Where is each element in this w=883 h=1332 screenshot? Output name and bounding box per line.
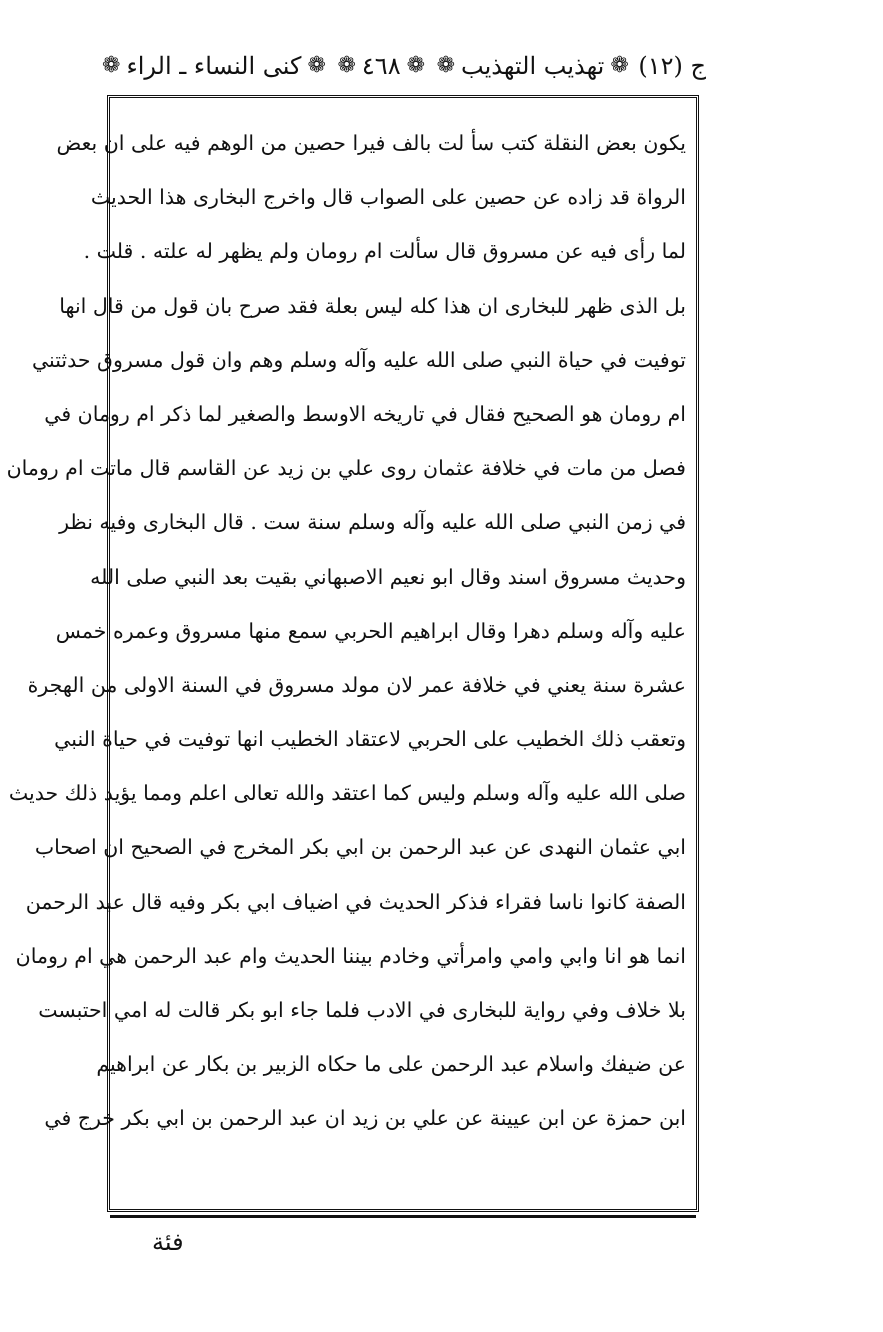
text-line: بل الذى ظهر للبخارى ان هذا كله ليس بعلة فقد صرح بان قول من قال انها xyxy=(59,293,686,318)
text-line: الرواة قد زاده عن حصين على الصواب قال واخرج البخارى هذا الحديث xyxy=(90,185,686,210)
text-line: بلا خلاف وفي رواية للبخارى في الادب فلما جاء ابو بكر قالت له امي احتبست xyxy=(38,998,686,1022)
section-cluster xyxy=(100,54,328,78)
text-line: عليه وآله وسلم دهرا وقال ابراهيم الحربي سمع منها مسروق وعمره خمس xyxy=(55,618,686,643)
book-title: تهذيب التهذيب xyxy=(461,52,605,80)
text-line: وتعقب ذلك الخطيب على الحربي لاعتقاد الخطيب انها توفيت في حياة النبي xyxy=(54,727,686,752)
catchword: فئة xyxy=(152,1228,184,1256)
body-text xyxy=(6,116,686,1199)
text-line: يكون بعض النقلة كتب سأ لت بالف فيرا حصين من الوهم فيه على ان بعض xyxy=(56,131,686,155)
text-line: عشرة سنة يعني في خلافة عمر لان مولد مسروق في السنة الاولى من الهجرة xyxy=(27,672,686,697)
text-line: لما رأى فيه عن مسروق قال سألت ام رومان ولم يظهر له علته . قلت . xyxy=(83,239,686,264)
volume-label: ج (١٢) xyxy=(638,52,706,80)
text-line: ابن حمزة عن ابن عيينة عن علي بن زيد ان عبد الرحمن بن ابي بكر خرج في xyxy=(44,1106,686,1131)
text-line: فصل من مات في خلافة عثمان روى علي بن زيد عن القاسم قال ماتت ام رومان xyxy=(6,456,686,481)
text-line: في زمن النبي صلى الله عليه وآله وسلم سنة ست . قال البخارى وفيه نظر xyxy=(59,510,686,535)
text-line: توفيت في حياة النبي صلى الله عليه وآله وسلم وهم وان قول مسروق حدثتني xyxy=(31,347,686,372)
running-header xyxy=(100,44,706,88)
page-number-cluster xyxy=(335,54,427,78)
ornament-icon: ❁ xyxy=(436,53,456,78)
page-number: ٤٦٨ xyxy=(361,52,401,80)
ornament-icon: ❁ xyxy=(102,53,121,78)
text-line: وحديث مسروق اسند وقال ابو نعيم الاصبهاني بقيت بعد النبي صلى الله xyxy=(90,564,686,589)
text-line: ابي عثمان النهدى عن عبد الرحمن بن ابي بكر المخرج في الصحيح ان اصحاب xyxy=(34,835,686,860)
text-line: ام رومان هو الصحيح فقال في تاريخه الاوسط والصغير لما ذكر ام رومان في xyxy=(44,401,686,426)
title-cluster xyxy=(435,54,631,78)
text-line: عن ضيفك واسلام عبد الرحمن على ما حكاه الزبير بن بكار عن ابراهيم xyxy=(96,1052,686,1077)
text-line: صلى الله عليه وآله وسلم وليس كما اعتقد والله تعالى اعلم ومما يؤيد ذلك حديث xyxy=(8,781,686,806)
ornament-icon: ❁ xyxy=(406,53,426,78)
page-frame xyxy=(6,95,699,1212)
section-title: كنى النساء ـ الراء xyxy=(126,52,302,80)
text-line: انما هو انا وابي وامي وامرأتي وخادم بيننا الحديث وام عبد الرحمن هي ام رومان xyxy=(15,943,686,968)
ornament-icon: ❁ xyxy=(307,53,326,78)
ornament-icon: ❁ xyxy=(610,53,629,78)
text-line: الصفة كانوا ناسا فقراء فذكر الحديث في اضياف ابي بكر وفيه قال عبد الرحمن xyxy=(25,889,686,914)
ornament-icon: ❁ xyxy=(337,53,356,78)
